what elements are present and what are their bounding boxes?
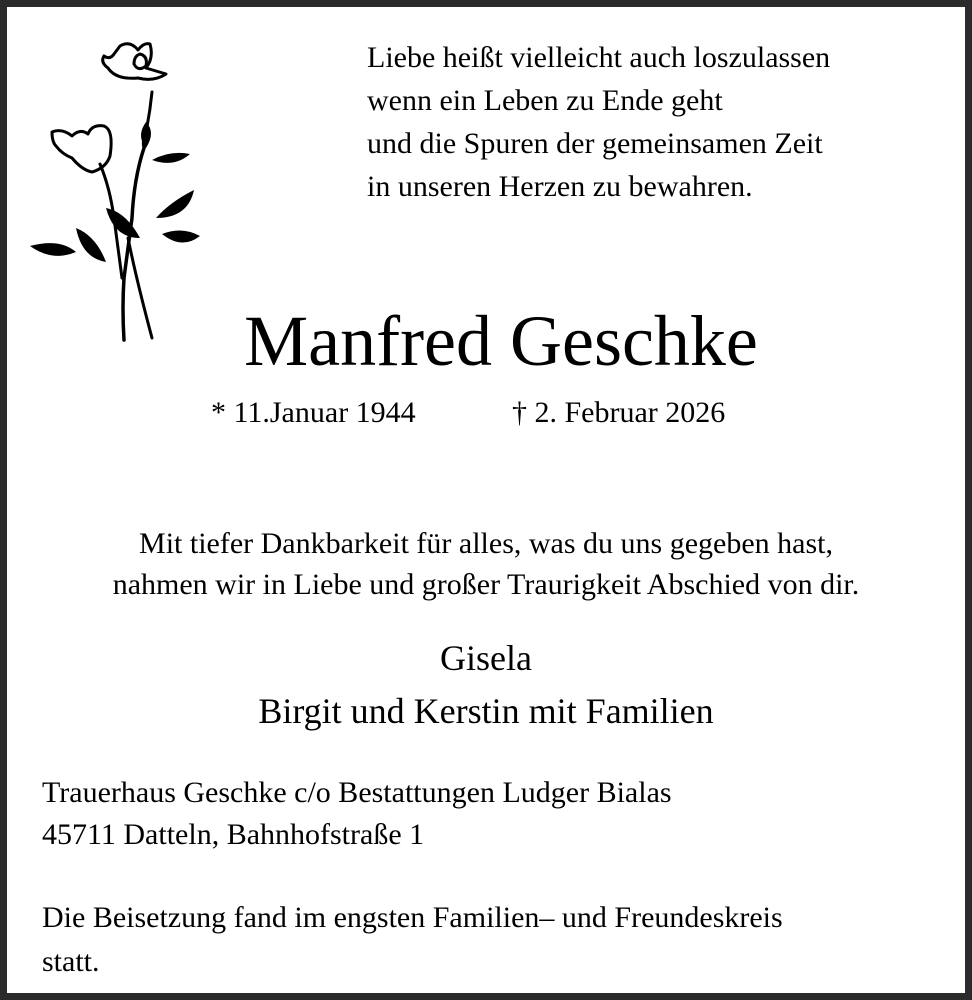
- birth-date: * 11.Januar 1944: [211, 396, 416, 429]
- poem-line: Liebe heißt vielleicht auch loszulassen: [367, 41, 831, 74]
- poem-line: wenn ein Leben zu Ende geht: [367, 84, 723, 117]
- address-line: Trauerhaus Geschke c/o Bestattungen Ludger Bialas: [42, 776, 672, 809]
- poem-line: in unseren Herzen zu bewahren.: [367, 170, 753, 203]
- family-name-children: Birgit und Kerstin mit Familien: [258, 691, 714, 731]
- family-name-gisela: Gisela: [440, 638, 532, 678]
- farewell-message: [0, 523, 972, 605]
- deceased-name-text: Manfred Geschke: [244, 301, 758, 381]
- message-line: Mit tiefer Dankbarkeit für alles, was du uns gegeben hast,: [139, 527, 833, 560]
- death-date: † 2. Februar 2026: [512, 396, 726, 429]
- deceased-name: [0, 296, 972, 386]
- poem-line: und die Spuren der gemeinsamen Zeit: [367, 127, 823, 160]
- funeral-note-line: statt.: [42, 945, 100, 978]
- message-line: nahmen wir in Liebe und großer Traurigkeit Abschied von dir.: [112, 568, 860, 601]
- address-line: 45711 Datteln, Bahnhofstraße 1: [42, 818, 425, 851]
- poem: [367, 36, 830, 208]
- funeral-note-line: Die Beisetzung fand im engsten Familien– und Freundeskreis: [42, 901, 783, 934]
